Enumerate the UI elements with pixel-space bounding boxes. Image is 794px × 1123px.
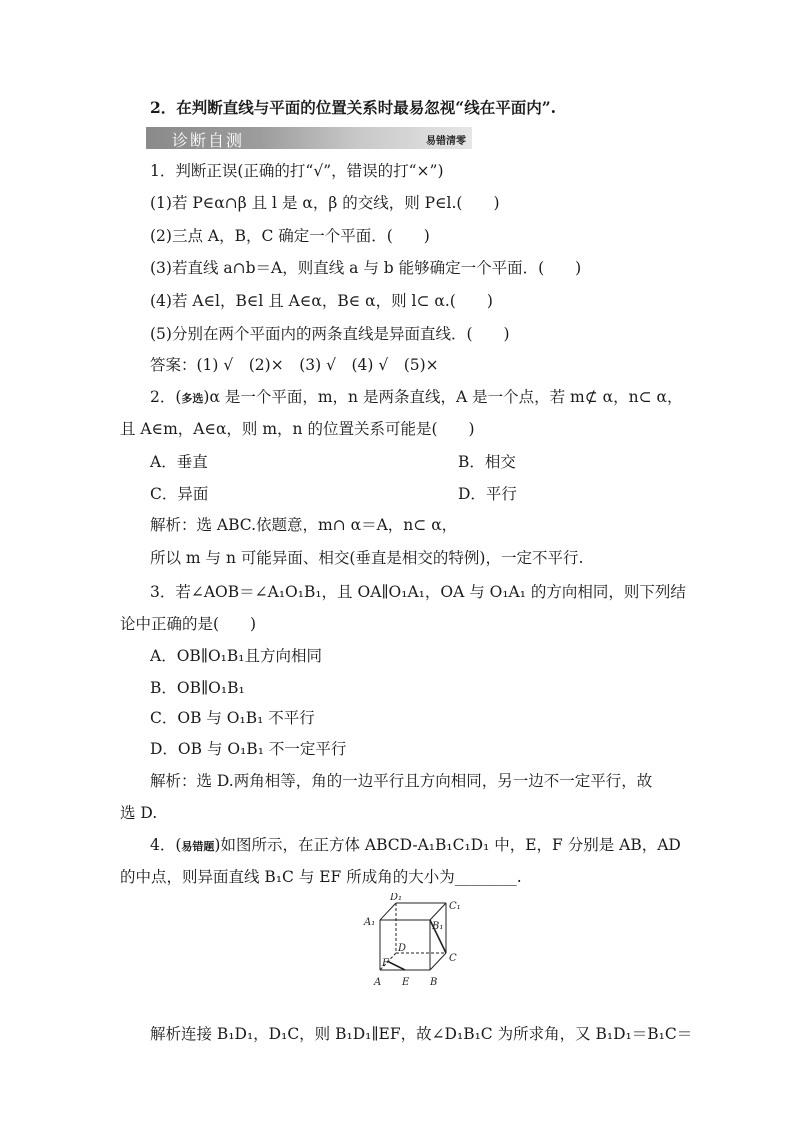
question-1-answer: 答案：(1) √ (2)× (3) √ (4) √ (5)× <box>150 356 439 374</box>
question-4-stem <box>150 835 681 857</box>
label-b1: B₁ <box>432 921 444 932</box>
cube-edge <box>380 903 396 920</box>
label-d: D <box>398 943 407 954</box>
cube-edge <box>430 903 446 920</box>
question-4-stem-cont: 的中点，则异面直线 B₁C 与 EF 所成角的大小为________. <box>120 868 522 886</box>
question-1-stem: 1．判断正误(正确的打“√”，错误的打“×”) <box>150 162 444 180</box>
section-tag: 易错清零 <box>426 136 466 147</box>
question-2-text: )α 是一个平面，m，n 是两条直线，A 是一个点，若 m⊄ α，n⊂ α， <box>203 388 683 406</box>
question-2-stem <box>150 387 682 409</box>
question-3-option-a: A．OB∥O₁B₁且方向相同 <box>150 647 322 665</box>
label-a1: A₁ <box>364 917 376 928</box>
question-3-analysis-cont: 选 D. <box>120 804 158 822</box>
segment-ef <box>388 962 405 971</box>
question-4-text: )如图所示，在正方体 ABCD-A₁B₁C₁D₁ 中，E，F 分别是 AB，AD <box>214 836 681 854</box>
question-2-option-d: D．平行 <box>458 485 517 503</box>
label-c: C <box>449 953 457 964</box>
question-1-item-3: (3)若直线 a∩b＝A，则直线 a 与 b 能够确定一个平面．( ) <box>150 259 582 277</box>
multi-select-tag: 多选 <box>181 392 204 405</box>
question-3-option-d: D．OB 与 O₁B₁ 不一定平行 <box>150 740 347 758</box>
label-c1: C₁ <box>449 901 461 912</box>
label-d1: D₁ <box>390 893 403 903</box>
question-3-stem-cont: 论中正确的是( ) <box>120 615 257 633</box>
label-a: A <box>374 977 382 988</box>
question-2-stem-cont: 且 A∈m，A∈α，则 m，n 的位置关系可能是( ) <box>120 420 475 438</box>
label-f: F <box>382 958 389 969</box>
question-4-number: 4．( <box>150 836 182 854</box>
error-prone-tag: 易错题 <box>181 840 215 853</box>
section-title: 诊断自测 <box>172 131 245 150</box>
question-1-item-5: (5)分别在两个平面内的两条直线是异面直线．( ) <box>150 325 510 343</box>
question-1-item-2: (2)三点 A，B，C 确定一个平面．( ) <box>150 227 430 245</box>
label-b: B <box>430 977 438 988</box>
question-2-analysis: 解析：选 ABC.依题意，m∩ α＝A，n⊂ α， <box>150 516 458 534</box>
section-banner <box>146 127 472 149</box>
question-2-option-b: B．相交 <box>458 453 516 471</box>
cube-edge <box>430 953 446 970</box>
cube-figure <box>360 893 470 993</box>
question-3-stem: 3．若∠AOB＝∠A₁O₁B₁，且 OA∥O₁A₁，OA 与 O₁A₁ 的方向相同，则下列结 <box>150 583 686 601</box>
question-3-option-c: C．OB 与 O₁B₁ 不平行 <box>150 709 315 727</box>
question-2-option-c: C．异面 <box>150 485 209 503</box>
question-1-item-1: (1)若 P∈α∩β 且 l 是 α，β 的交线，则 P∈l.( ) <box>150 194 500 212</box>
question-2-number: 2．( <box>150 388 182 406</box>
question-2-analysis-cont: 所以 m 与 n 可能异面、相交(垂直是相交的特例)，一定不平行. <box>150 549 584 567</box>
question-3-analysis: 解析：选 D.两角相等，角的一边平行且方向相同，另一边不一定平行，故 <box>150 772 653 790</box>
question-4-analysis: 解析连接 B₁D₁，D₁C，则 B₁D₁∥EF，故∠D₁B₁C 为所求角，又 B₁D₁＝B₁C＝ <box>150 1025 693 1043</box>
label-e: E <box>402 977 410 988</box>
question-1-item-4: (4)若 A∈l，B∈l 且 A∈α，B∈ α，则 l⊂ α.( ) <box>150 292 493 310</box>
question-2-option-a: A．垂直 <box>150 453 208 471</box>
tip-line: 2．在判断直线与平面的位置关系时最易忽视“线在平面内”. <box>150 98 557 117</box>
question-3-option-b: B．OB∥O₁B₁ <box>150 679 245 697</box>
